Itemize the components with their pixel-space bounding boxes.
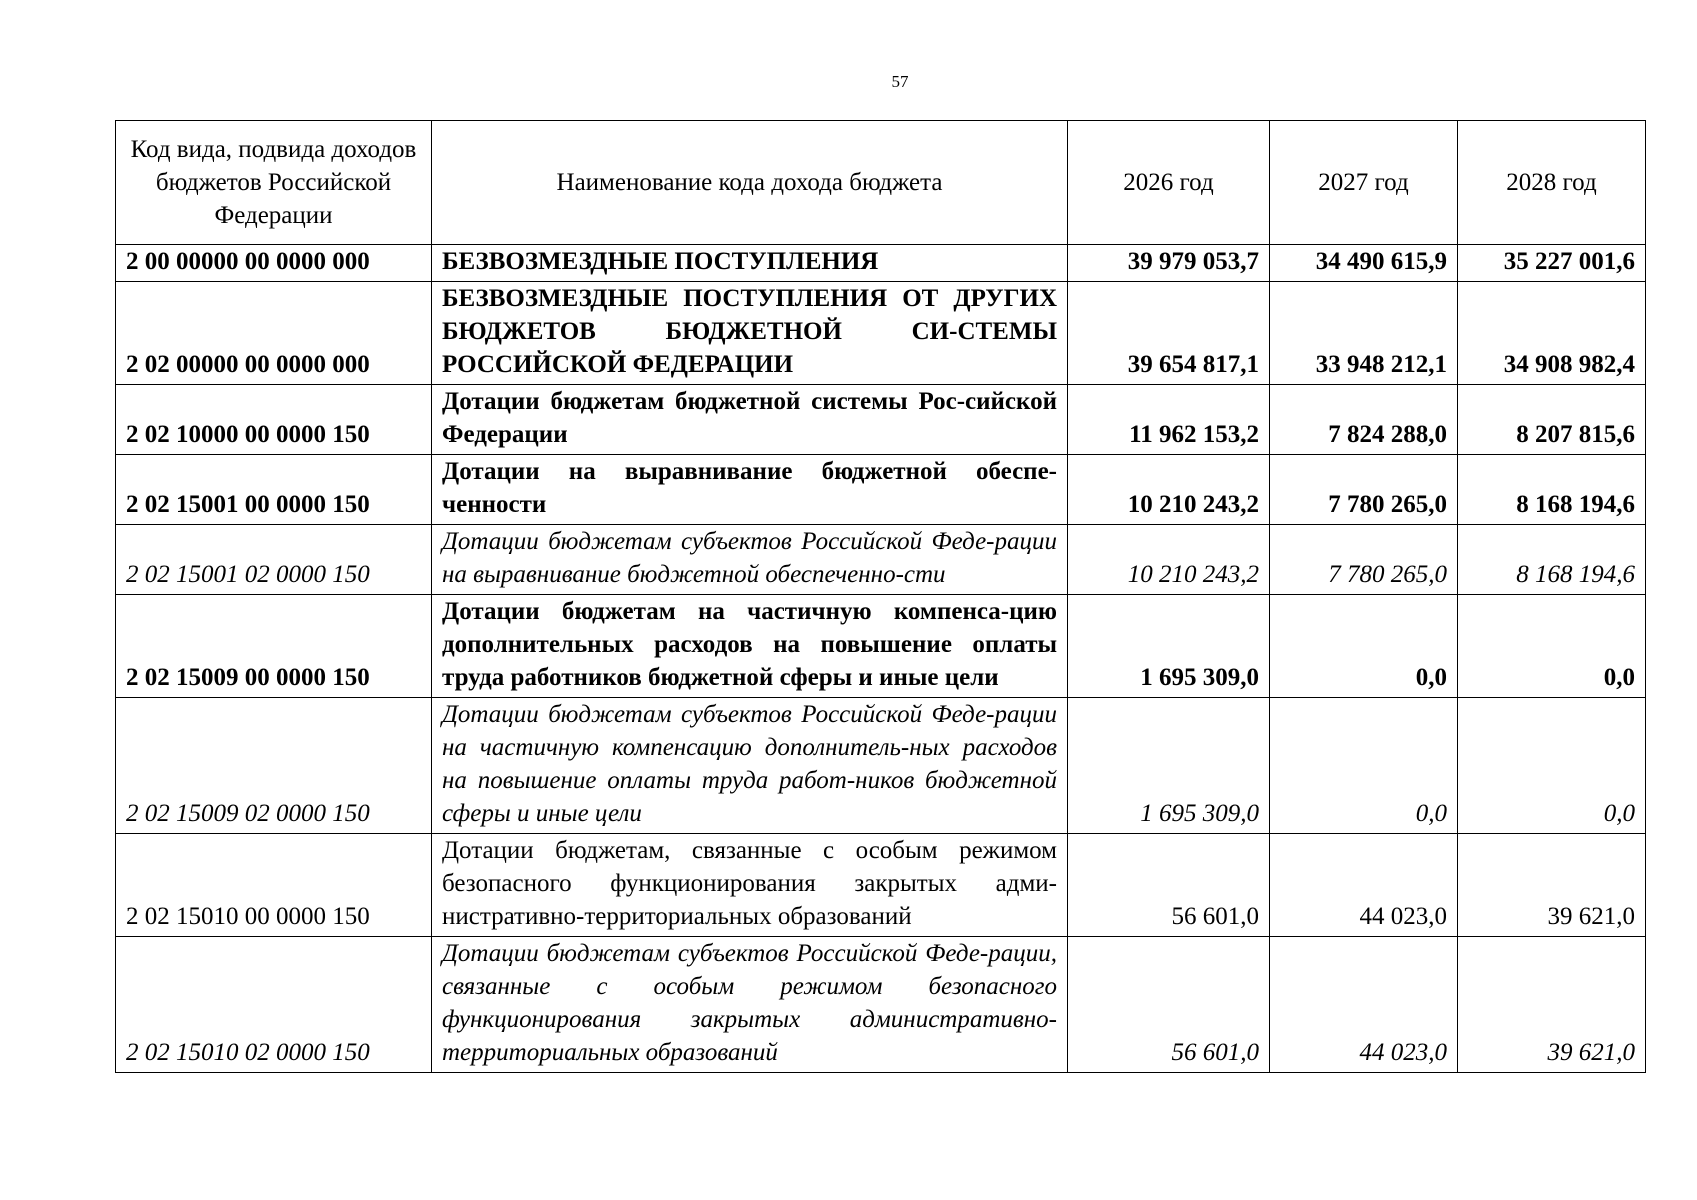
- value-2028-cell: 34 908 982,4: [1458, 282, 1646, 385]
- code-cell: 2 02 10000 00 0000 150: [116, 385, 432, 455]
- value-2028-cell: 0,0: [1458, 698, 1646, 834]
- code-cell: 2 02 15009 02 0000 150: [116, 698, 432, 834]
- name-cell: БЕЗВОЗМЕЗДНЫЕ ПОСТУПЛЕНИЯ ОТ ДРУГИХ БЮДЖЕТОВ БЮДЖЕТНОЙ СИ-СТЕМЫ РОССИЙСКОЙ ФЕДЕРАЦИИ: [432, 282, 1068, 385]
- code-cell: 2 02 00000 00 0000 000: [116, 282, 432, 385]
- value-2028-cell: 35 227 001,6: [1458, 245, 1646, 282]
- table-row: [116, 595, 1646, 698]
- value-2026-cell: 11 962 153,2: [1068, 385, 1270, 455]
- value-2028-cell: 8 207 815,6: [1458, 385, 1646, 455]
- value-2027-cell: 7 780 265,0: [1270, 455, 1458, 525]
- code-cell: 2 02 15010 02 0000 150: [116, 937, 432, 1073]
- code-cell: 2 02 15001 02 0000 150: [116, 525, 432, 595]
- value-2026-cell: 1 695 309,0: [1068, 698, 1270, 834]
- table-row: [116, 385, 1646, 455]
- code-cell: 2 02 15010 00 0000 150: [116, 834, 432, 937]
- header-2026: 2026 год: [1068, 121, 1270, 245]
- name-cell: Дотации бюджетам на частичную компенса-цию дополнительных расходов на повышение оплаты труда работников бюджетной сферы и иные цели: [432, 595, 1068, 698]
- value-2026-cell: 39 979 053,7: [1068, 245, 1270, 282]
- name-cell: Дотации бюджетам субъектов Российской Феде-рации на выравнивание бюджетной обеспеченно-сти: [432, 525, 1068, 595]
- table-row: [116, 834, 1646, 937]
- value-2026-cell: 10 210 243,2: [1068, 455, 1270, 525]
- value-2027-cell: 44 023,0: [1270, 834, 1458, 937]
- code-cell: 2 00 00000 00 0000 000: [116, 245, 432, 282]
- code-cell: 2 02 15001 00 0000 150: [116, 455, 432, 525]
- header-name: Наименование кода дохода бюджета: [432, 121, 1068, 245]
- name-cell: Дотации бюджетам субъектов Российской Феде-рации на частичную компенсацию дополнитель-ных расходов на повышение оплаты труда работ-ников бюджетной сферы и иные цели: [432, 698, 1068, 834]
- table-body: [116, 245, 1646, 1073]
- name-cell: БЕЗВОЗМЕЗДНЫЕ ПОСТУПЛЕНИЯ: [432, 245, 1068, 282]
- value-2028-cell: 8 168 194,6: [1458, 455, 1646, 525]
- budget-revenue-table: [115, 120, 1646, 1073]
- value-2026-cell: 56 601,0: [1068, 834, 1270, 937]
- table-row: [116, 455, 1646, 525]
- table-row: [116, 698, 1646, 834]
- page-number: 57: [891, 72, 909, 91]
- header-2028: 2028 год: [1458, 121, 1646, 245]
- value-2028-cell: 39 621,0: [1458, 937, 1646, 1073]
- value-2026-cell: 39 654 817,1: [1068, 282, 1270, 385]
- value-2027-cell: 33 948 212,1: [1270, 282, 1458, 385]
- code-cell: 2 02 15009 00 0000 150: [116, 595, 432, 698]
- value-2028-cell: 0,0: [1458, 595, 1646, 698]
- value-2027-cell: 44 023,0: [1270, 937, 1458, 1073]
- value-2027-cell: 34 490 615,9: [1270, 245, 1458, 282]
- name-cell: Дотации бюджетам, связанные с особым режимом безопасного функционирования закрытых адми-нистративно-территориальных образований: [432, 834, 1068, 937]
- value-2027-cell: 0,0: [1270, 595, 1458, 698]
- name-cell: Дотации бюджетам бюджетной системы Рос-сийской Федерации: [432, 385, 1068, 455]
- table-row: [116, 937, 1646, 1073]
- name-cell: Дотации на выравнивание бюджетной обеспе-ченности: [432, 455, 1068, 525]
- table-row: [116, 525, 1646, 595]
- table-header-row: [116, 121, 1646, 245]
- value-2027-cell: 0,0: [1270, 698, 1458, 834]
- value-2026-cell: 1 695 309,0: [1068, 595, 1270, 698]
- value-2027-cell: 7 780 265,0: [1270, 525, 1458, 595]
- header-code: Код вида, подвида доходов бюджетов Российской Федерации: [116, 121, 432, 245]
- table-row: [116, 282, 1646, 385]
- value-2028-cell: 39 621,0: [1458, 834, 1646, 937]
- value-2026-cell: 10 210 243,2: [1068, 525, 1270, 595]
- name-cell: Дотации бюджетам субъектов Российской Феде-рации, связанные с особым режимом безопасного функционирования закрытых административно-территориальных образований: [432, 937, 1068, 1073]
- value-2028-cell: 8 168 194,6: [1458, 525, 1646, 595]
- table-row: [116, 245, 1646, 282]
- header-2027: 2027 год: [1270, 121, 1458, 245]
- value-2027-cell: 7 824 288,0: [1270, 385, 1458, 455]
- value-2026-cell: 56 601,0: [1068, 937, 1270, 1073]
